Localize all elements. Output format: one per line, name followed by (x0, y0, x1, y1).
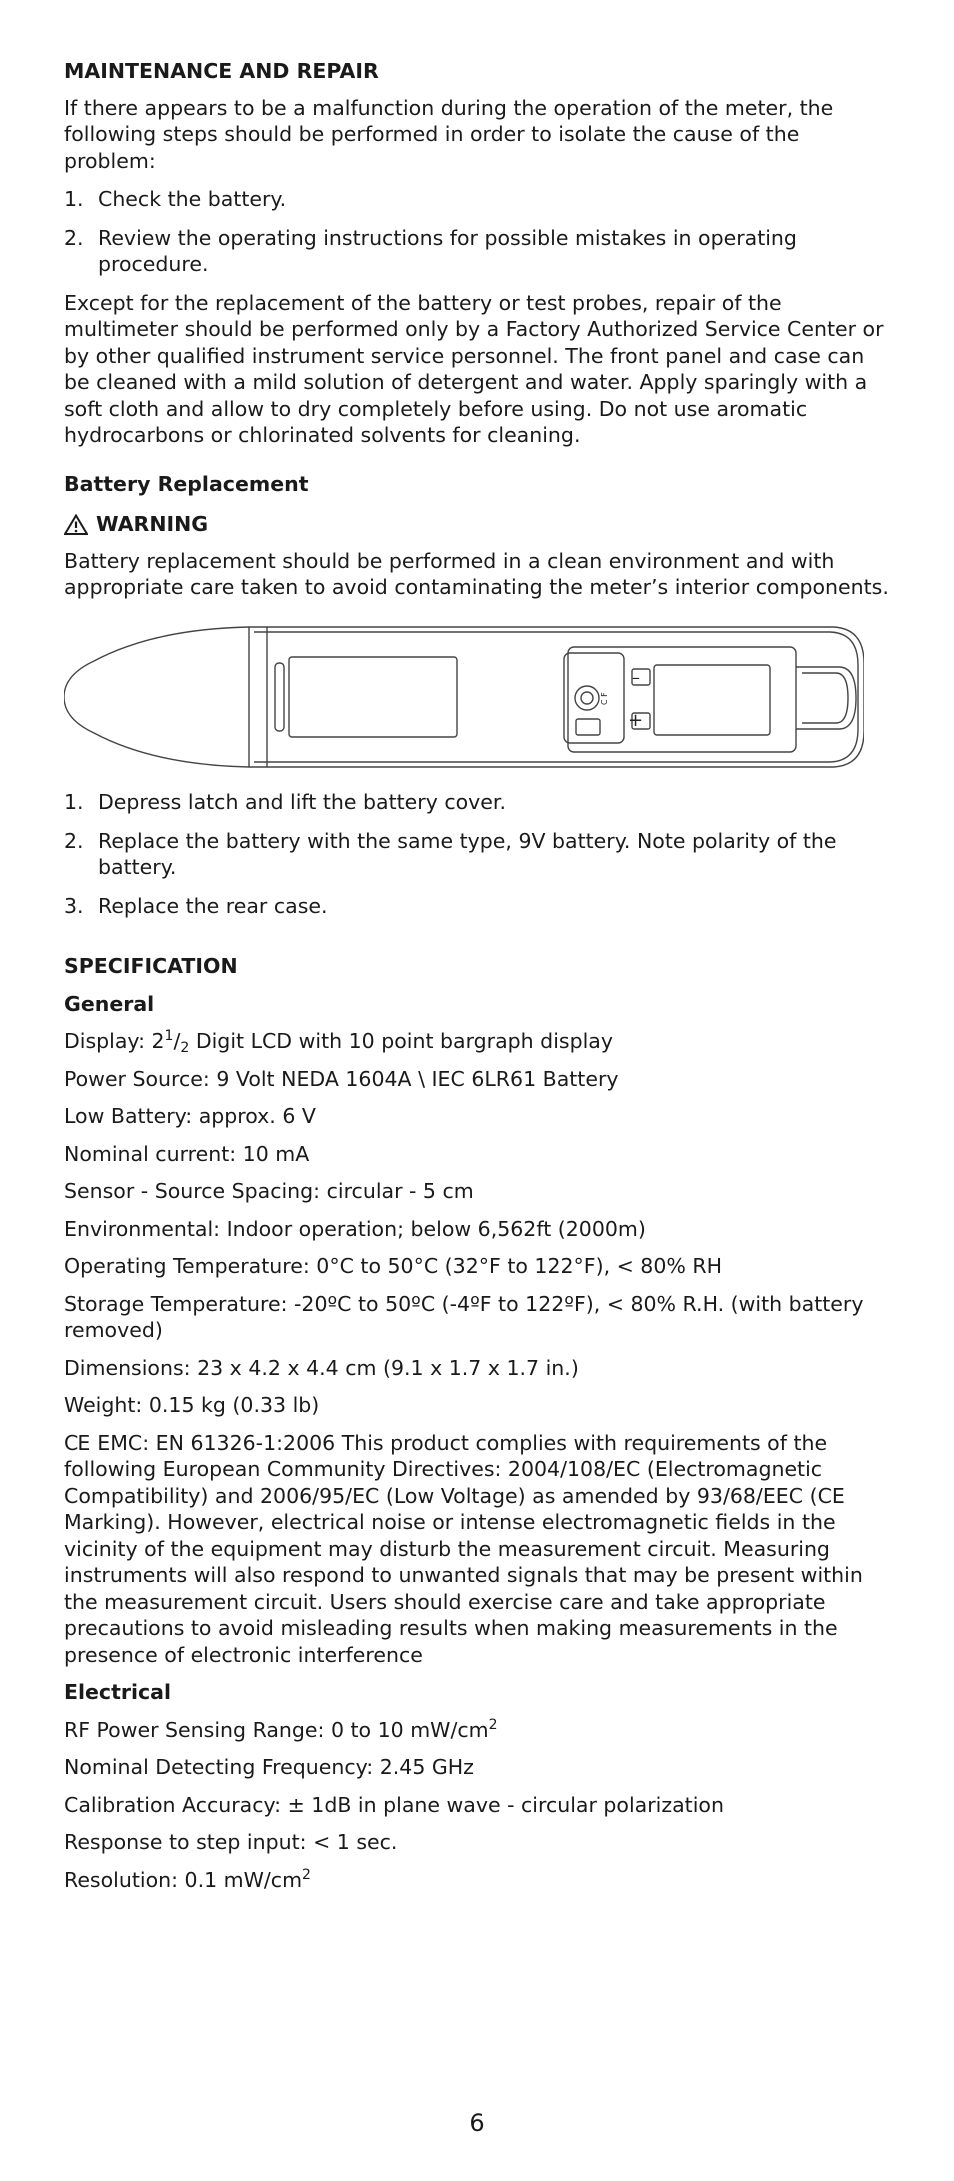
ce-mark-icon: CE (64, 1430, 90, 1455)
maintenance-intro: If there appears to be a malfunction during the operation of the meter, the following steps should be performed in order to isolate the cause of the problem: (64, 95, 834, 173)
cf-label: C F (600, 691, 609, 705)
plus-label: + (628, 709, 644, 731)
maintenance-body: Except for the replacement of the battery or test probes, repair of the multimeter should be performed only by a Factory Authorized Service Center or by other qualified instrument service personnel. The front panel and case can be cleaned with a mild solution of detergent and water. Apply sparingly with a soft cloth and allow to dry completely before using. Do not use aromatic hydrocarbons or chlorinated solvents for cleaning. (64, 290, 884, 447)
warning-label: WARNING (96, 512, 209, 536)
meter-rear-illustration (64, 623, 864, 771)
battery-steps (64, 789, 896, 919)
spec-weight: Weight: 0.15 kg (0.33 lb) (64, 1393, 320, 1417)
warning-text: Battery replacement should be performed in a clean environment and with appropriate care taken to avoid contaminating the meter’s interior components. (64, 548, 889, 599)
warning-heading (64, 511, 896, 538)
spec-nominal-current: Nominal current: 10 mA (64, 1141, 310, 1166)
specification-title: SPECIFICATION (64, 954, 238, 978)
warning-triangle-icon (64, 514, 88, 535)
battery-replacement-title: Battery Replacement (64, 471, 309, 496)
spec-display: Display: $2^1/_2$ Digit LCD with 10 point bargraph display (64, 1028, 613, 1056)
spec-dimensions: Dimensions: 23 x 4.2 x 4.4 cm (9.1 x 1.7 x 1.7 in.) (64, 1355, 579, 1380)
maintenance-steps (64, 186, 896, 278)
page-number: 6 (469, 2109, 485, 2137)
electrical-title: Electrical (64, 1680, 172, 1704)
spec-rf-range: RF Power Sensing Range: 0 to 10 $mW/cm^2$ (64, 1716, 498, 1742)
spec-sensor-spacing: Sensor - Source Spacing: circular - 5 cm (64, 1179, 474, 1203)
spec-emc: CE EMC: EN 61326-1:2006 This product complies with requirements of the following European Community Directives: 2004/108/EC (Electromagnetic Compatibility) and 2006/95/EC (Low Voltage) as amended by 93/68/EEC (CE Marking). However, electrical noise or intense electromagnetic fields in the vicinity of the equipment may disturb the measurement circuit. Measuring instruments will also respond to unwanted signals that may be present within the measurement circuit. Users should exercise care and take appropriate precautions to avoid misleading results when making measurements in the presence of electronic interference (64, 1430, 863, 1667)
list-item: 1. Check the battery. (64, 187, 287, 211)
maintenance-title: MAINTENANCE AND REPAIR (64, 59, 379, 83)
general-title: General (64, 991, 155, 1016)
spec-general (64, 991, 896, 1894)
list-item: 2. Replace the battery with the same type, 9V battery. Note polarity of the battery. (64, 828, 837, 879)
spec-storage-temp: Storage Temperature: -20ºC to 50ºC (-4ºF to 122ºF), < 80% R.H. (with battery removed) (64, 1291, 864, 1342)
spec-resolution: Resolution: 0.1 $mW/cm^2$ (64, 1866, 311, 1892)
list-item: 1. Depress latch and lift the battery cover. (64, 790, 506, 814)
spec-accuracy: Calibration Accuracy: ± 1dB in plane wave - circular polarization (64, 1792, 724, 1817)
spec-response: Response to step input: < 1 sec. (64, 1830, 398, 1854)
spec-operating-temp: Operating Temperature: 0°C to 50°C (32°F to 122°F), < 80% RH (64, 1254, 723, 1278)
manual-page (64, 58, 896, 1893)
list-item: 2. Review the operating instructions for possible mistakes in operating procedure. (64, 225, 797, 276)
minus-label: – (632, 667, 640, 687)
spec-frequency: Nominal Detecting Frequency: 2.45 GHz (64, 1755, 474, 1779)
list-item: 3. Replace the rear case. (64, 893, 328, 918)
spec-environmental: Environmental: Indoor operation; below 6,562ft (2000m) (64, 1216, 646, 1241)
spec-power-source: Power Source: 9 Volt NEDA 1604A \ IEC 6LR61 Battery (64, 1066, 619, 1091)
spec-low-battery: Low Battery: approx. 6 V (64, 1104, 316, 1128)
